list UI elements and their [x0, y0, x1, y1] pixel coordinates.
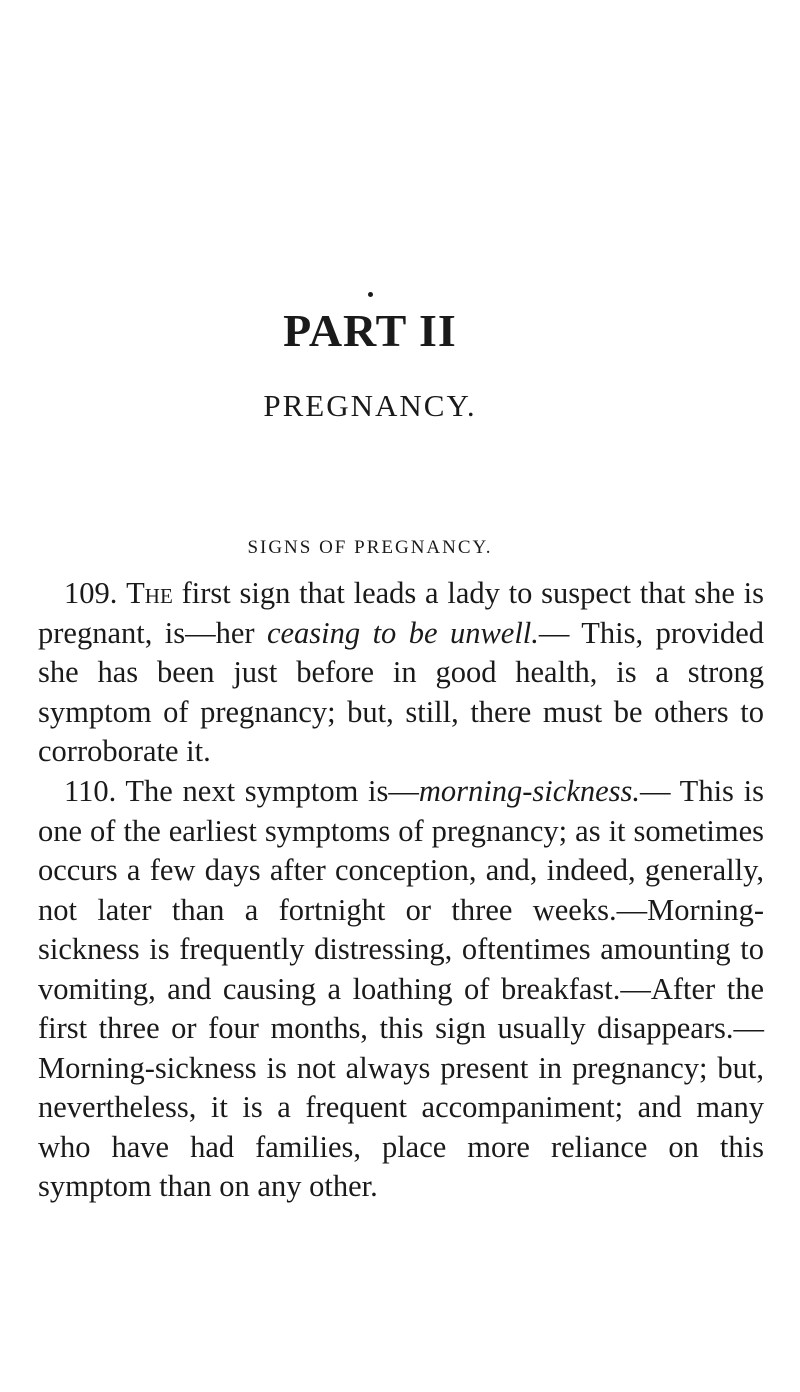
paragraph-lead-word: The [126, 576, 173, 610]
paragraph-109 [38, 574, 764, 772]
printer-mark [368, 292, 373, 297]
emphasized-phrase: ceasing to be unwell. [266, 615, 539, 650]
section-heading: SIGNS OF PREGNANCY. [247, 537, 493, 558]
chapter-title: PREGNANCY. [263, 388, 477, 423]
paragraph-text [38, 574, 764, 772]
paragraph-number: 110. [64, 774, 117, 808]
paragraph-number: 109. [64, 576, 118, 610]
emphasized-phrase: morning-sickness. [418, 774, 641, 808]
part-title: PART II [283, 305, 457, 356]
paragraph-text-segment: first sign that leads a lady to suspect that she is pregnant, is—her [38, 576, 765, 650]
paragraph-text-segment: — This is one of the earliest symptoms of pregnancy; as it sometimes occurs a few days after conception, and, indeed, generally, not later than a fortnight or three weeks.—Morning-sickness is frequently distressing, oftentimes amounting to vomiting, and causing a loathing of breakfast.—After the first three or four months, this sign usually disappears.—Morning-sickness is not always present in pregnancy; but, nevertheless, it is a frequent accompaniment; and many who have had families, place more reliance on this symptom than on any other. [38, 774, 764, 1203]
paragraph-text [38, 772, 764, 1207]
paragraph-text-segment: — This, provided she has been just before in good health, is a strong symptom of pregnancy; but, still, there must be others to corroborate it. [38, 615, 764, 768]
paragraph-text-segment: The next symptom is— [125, 774, 419, 808]
paragraph-110 [38, 772, 764, 1207]
